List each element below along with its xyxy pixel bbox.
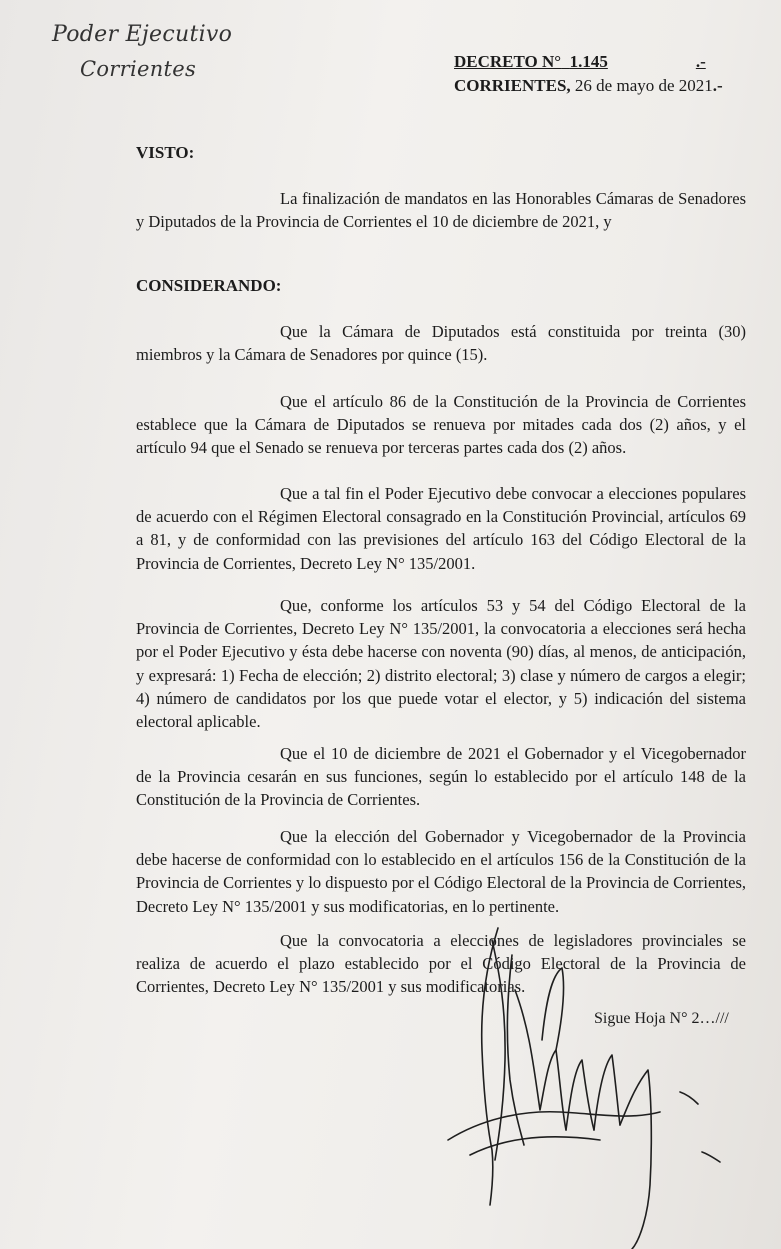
decree-label: DECRETO N° — [454, 52, 562, 71]
considerando-paragraph: Que, conforme los artículos 53 y 54 del Código Electoral de la Provincia de Corrientes, Decreto Ley N° 135/2001, la convocatoria a elecciones será hecha por el Poder Ejecutivo y ésta debe hacerse con noventa (90) días, al menos, de anticipación, y expresará: 1) Fecha de elección; 2) distrito electoral; 3) clase y número de cargos a elegir; 4) número de candidatos por los que puede votar el elector, y 5) indicación del sistema electoral aplicable. — [136, 596, 746, 732]
decree-date-suffix: .- — [712, 76, 723, 95]
considerando-paragraph: Que a tal fin el Poder Ejecutivo debe convocar a elecciones populares de acuerdo con el Régimen Electoral consagrado en la Constitución Provincial, artículos 69 a 81, y de conformidad con las previsiones del artículo 163 del Código Electoral de la Provincia de Corrientes, Decreto Ley N° 135/2001. — [136, 484, 746, 573]
continues-note: Sigue Hoja N° 2…/// — [594, 1010, 729, 1027]
decree-date: 26 de mayo de 2021 — [574, 76, 713, 95]
considerando-paragraph: Que la convocatoria a elecciones de legisladores provinciales se realiza de acuerdo el plazo establecido por el Código Electoral de la Provincia de Corrientes, Decreto Ley N° 135/2001 y sus modificatorias. — [136, 931, 746, 997]
considerando-paragraph: Que la elección del Gobernador y Vicegobernador de la Provincia debe hacerse de conformidad con lo establecido en el artículos 156 de la Constitución de la Provincia de Corrientes y lo dispuesto por el Código Electoral de la Provincia de Corrientes, Decreto Ley N° 135/2001 y sus modificatorias, en lo pertinente. — [136, 827, 746, 916]
letterhead-line2: Corrientes — [80, 57, 197, 81]
decree-number: 1.145 — [569, 52, 608, 71]
considerando-heading: CONSIDERANDO: — [136, 276, 282, 295]
letterhead-line1: Poder Ejecutivo — [52, 22, 233, 47]
decree-suffix: .- — [695, 52, 706, 71]
visto-paragraph: La finalización de mandatos en las Honorables Cámaras de Senadores y Diputados de la Provincia de Corrientes el 10 de diciembre de 2021, y — [136, 189, 746, 232]
visto-heading: VISTO: — [136, 143, 195, 162]
considerando-paragraph: Que el 10 de diciembre de 2021 el Gobernador y el Vicegobernador de la Provincia cesarán en sus funciones, según lo establecido por el artículo 148 de la Constitución de la Provincia de Corrientes. — [136, 744, 746, 810]
considerando-paragraph: Que la Cámara de Diputados está constituida por treinta (30) miembros y la Cámara de Senadores por quince (15). — [136, 322, 746, 365]
decree-place: CORRIENTES, — [454, 76, 571, 95]
considerando-paragraph: Que el artículo 86 de la Constitución de la Provincia de Corrientes establece que la Cámara de Diputados se renueva por mitades cada dos (2) años, y el artículo 94 que el Senado se renueva por terceras partes cada dos (2) años. — [136, 392, 746, 458]
